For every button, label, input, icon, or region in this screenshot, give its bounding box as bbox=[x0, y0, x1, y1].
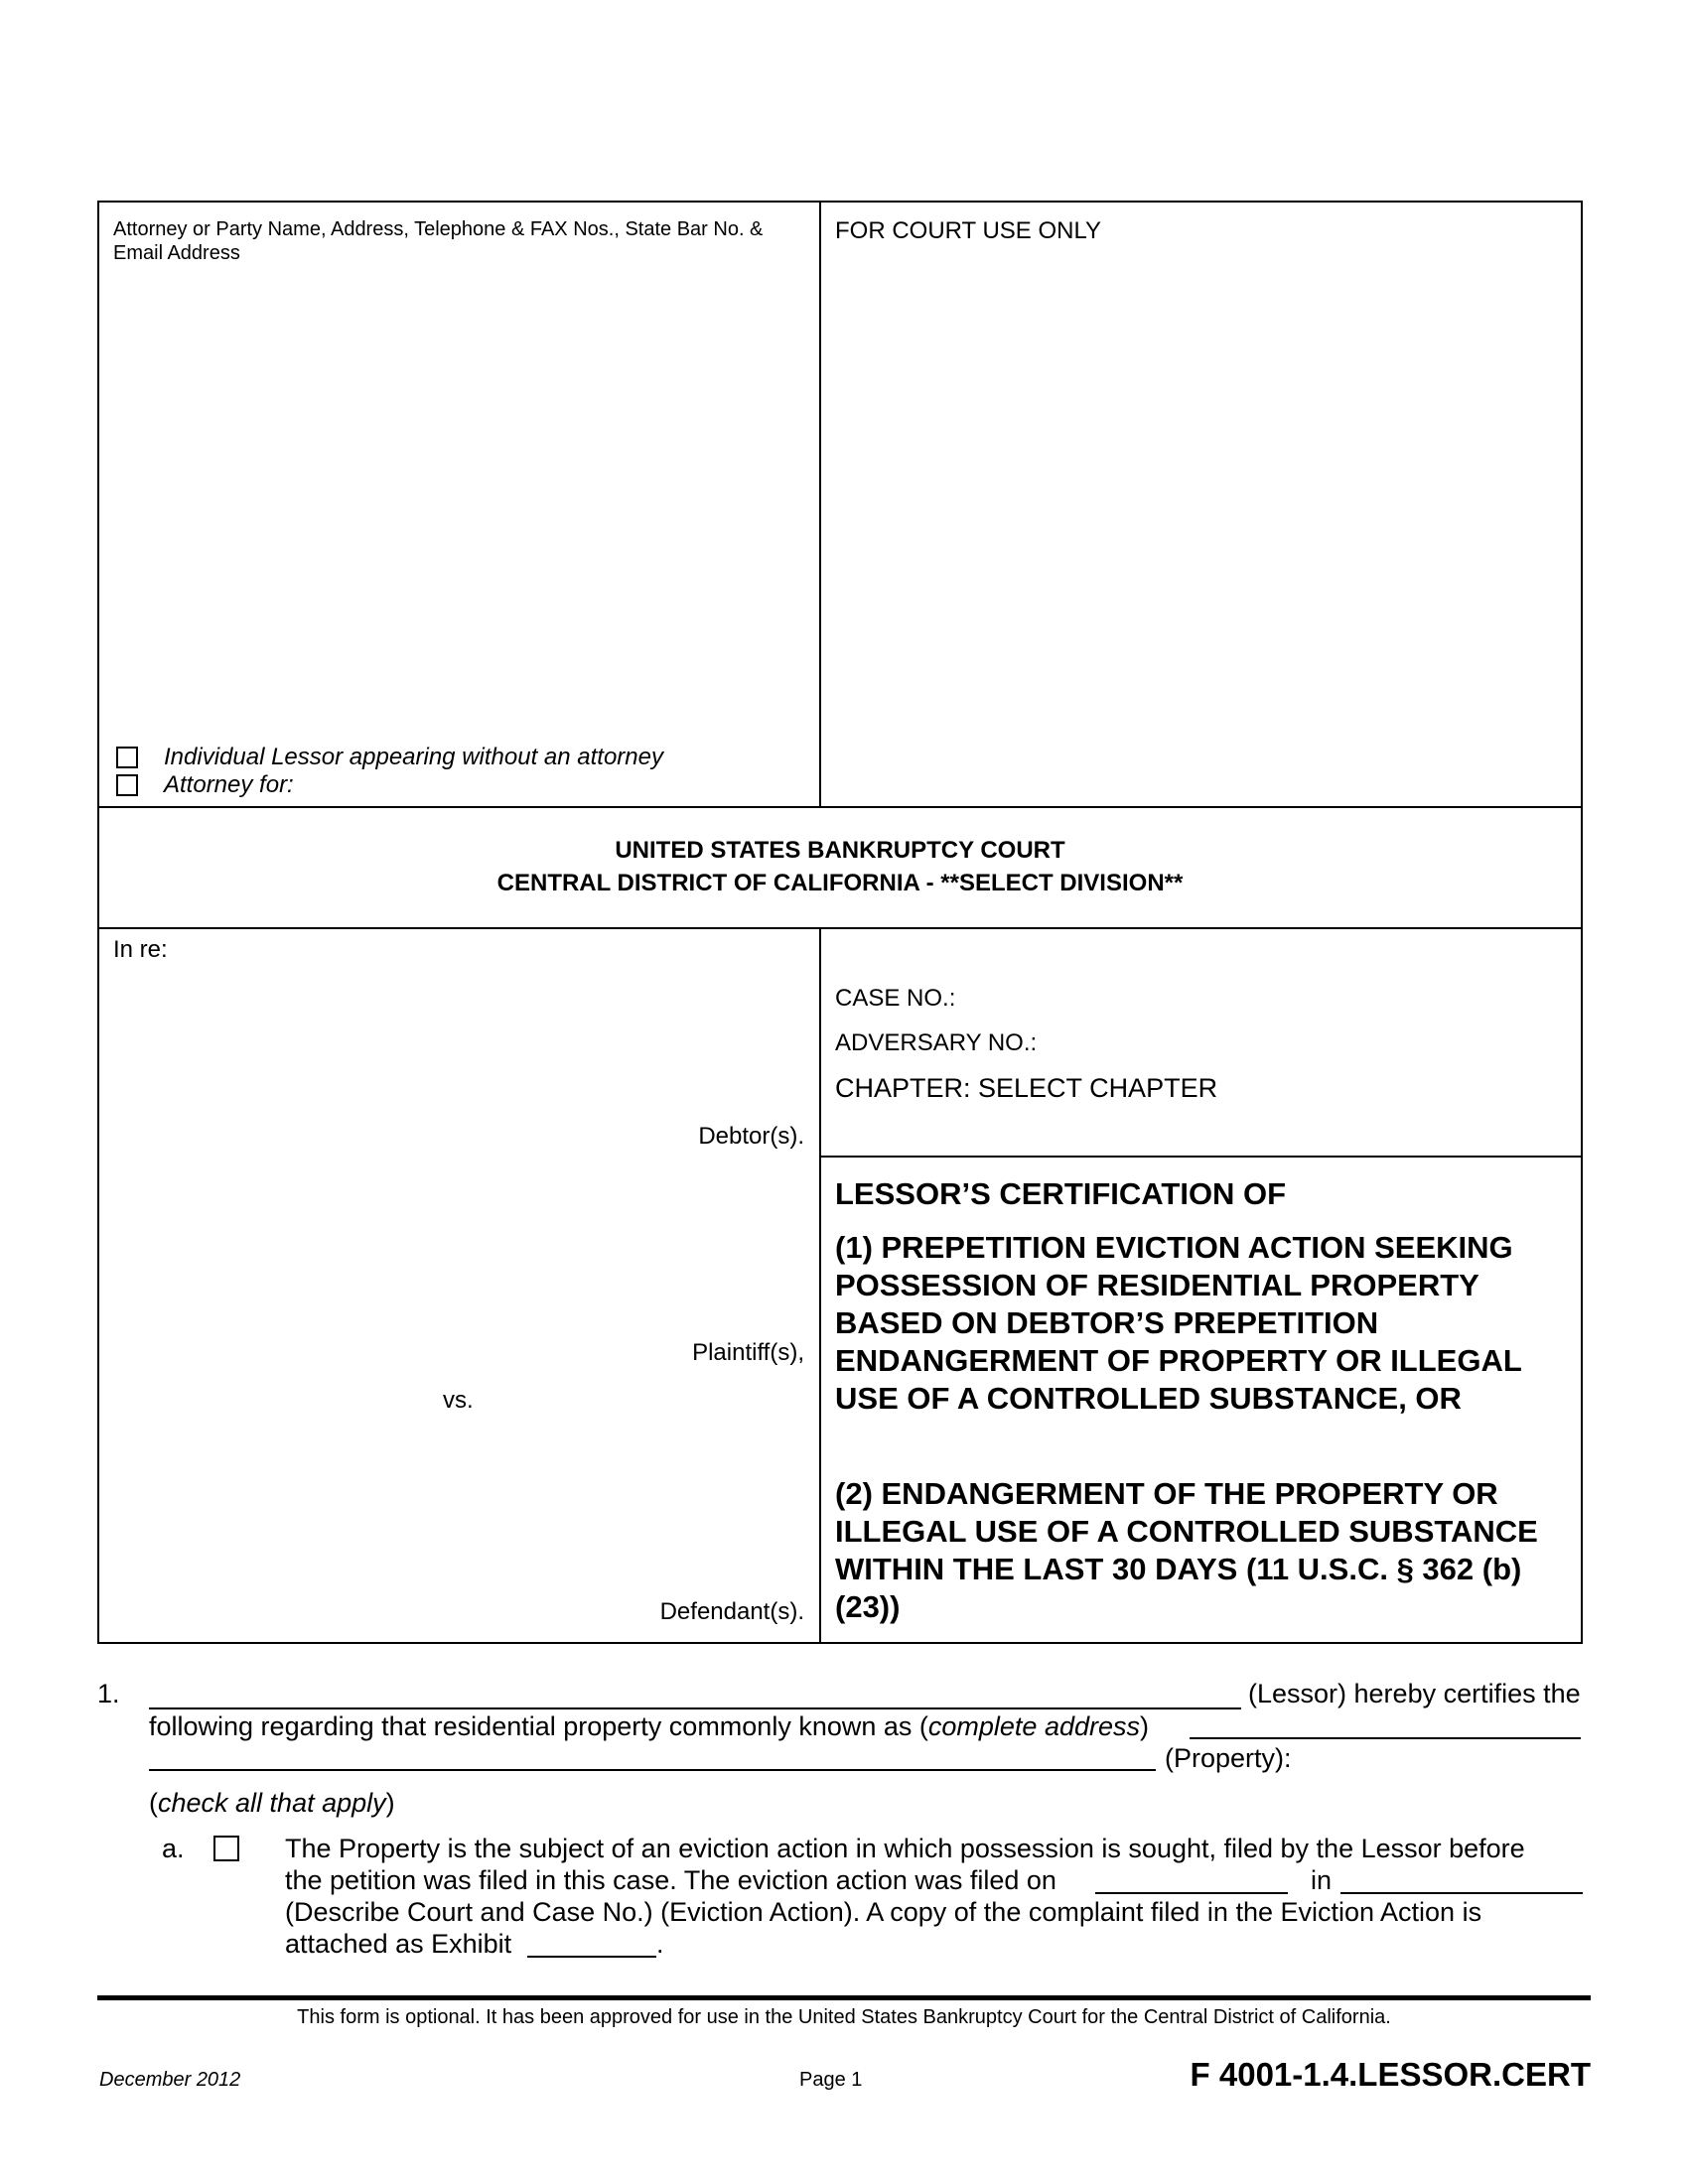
check-all-text: check all that apply bbox=[158, 1788, 386, 1818]
lessor-checkbox[interactable] bbox=[116, 747, 138, 768]
item-a-line2-in: in bbox=[1311, 1865, 1333, 1895]
section-number: 1. bbox=[97, 1679, 120, 1708]
section1-text-b bbox=[149, 1710, 1149, 1742]
exhibit-field[interactable] bbox=[527, 1928, 656, 1958]
case-no-label: CASE NO.: bbox=[835, 985, 956, 1012]
title-part1: (1) PREPETITION EVICTION ACTION SEEKING POSSESSION OF RESIDENTIAL PROPERTY BASED ON DEBTOR’S PREPETITION ENDANGERMENT OF PROPERTY OR ILLEGAL USE OF A CONTROLLED SUBSTANCE, OR bbox=[835, 1230, 1522, 1416]
eviction-filed-date-field[interactable] bbox=[1095, 1864, 1288, 1894]
section1-text-b-start: following regarding that residential property commonly known as ( bbox=[149, 1711, 928, 1741]
item-a-line4-end: . bbox=[656, 1929, 664, 1959]
property-address-field-1[interactable] bbox=[1190, 1709, 1581, 1739]
title-part2: (2) ENDANGERMENT OF THE PROPERTY OR ILLEGAL USE OF A CONTROLLED SUBSTANCE WITHIN THE LAST 30 DAYS (11 U.S.C. § 362 (b)(23)) bbox=[835, 1476, 1538, 1624]
section1-text-b-end: ) bbox=[1140, 1711, 1150, 1741]
court-name-line2: CENTRAL DISTRICT OF CALIFORNIA - **SELECT DIVISION** bbox=[496, 870, 1184, 896]
footer-form-id: F 4001-1.4.LESSOR.CERT bbox=[1190, 2056, 1591, 2093]
court-bottom-line bbox=[97, 927, 1583, 929]
footer-rule bbox=[97, 1995, 1591, 2000]
check-all-note: (check all that apply) bbox=[149, 1788, 395, 1818]
in-re-label: In re: bbox=[113, 936, 168, 963]
item-a-line2-text: the petition was filed in this case. The eviction action was filed on bbox=[285, 1865, 1056, 1895]
attorney-checkbox-label: Attorney for: bbox=[164, 771, 294, 798]
footer-notice: This form is optional. It has been approved for use in the United States Bankruptcy Court for the Central District of California. bbox=[297, 2006, 1391, 2028]
footer-page: Page 1 bbox=[799, 2069, 863, 2091]
defendants-label: Defendant(s). bbox=[659, 1598, 804, 1625]
section1-text-b-italic: complete address bbox=[927, 1711, 1141, 1741]
attorney-checkbox[interactable] bbox=[116, 774, 138, 796]
debtors-label: Debtor(s). bbox=[698, 1123, 804, 1150]
eviction-court-field[interactable] bbox=[1340, 1864, 1583, 1894]
item-a-checkbox[interactable] bbox=[213, 1836, 239, 1861]
title-heading: LESSOR’S CERTIFICATION OF bbox=[835, 1176, 1287, 1211]
court-name-line1: UNITED STATES BANKRUPTCY COURT bbox=[615, 837, 1065, 864]
property-address-field-2[interactable] bbox=[149, 1741, 1156, 1771]
item-a-line3: (Describe Court and Case No.) (Eviction Action). A copy of the complaint filed in the Eviction Action is bbox=[285, 1897, 1482, 1927]
section1-text-c: (Property): bbox=[1165, 1743, 1292, 1773]
item-a-line4-text: attached as Exhibit bbox=[285, 1929, 512, 1959]
lessor-checkbox-label: Individual Lessor appearing without an attorney bbox=[164, 744, 663, 770]
caption-divider bbox=[819, 927, 821, 1644]
court-use-label: FOR COURT USE ONLY bbox=[835, 217, 1102, 244]
lessor-name-field[interactable] bbox=[149, 1680, 1241, 1709]
footer-date: December 2012 bbox=[99, 2069, 241, 2091]
chapter-label: CHAPTER: SELECT CHAPTER bbox=[835, 1073, 1218, 1103]
caption-box bbox=[97, 201, 1583, 1644]
item-a-label: a. bbox=[162, 1834, 185, 1863]
header-divider bbox=[819, 201, 821, 808]
attorney-label: Attorney or Party Name, Address, Telephone & FAX Nos., State Bar No. & Email Address bbox=[113, 218, 764, 264]
case-info-bottom-line bbox=[819, 1156, 1583, 1158]
vs-label: vs. bbox=[443, 1387, 474, 1414]
section1-text-a: (Lessor) hereby certifies the bbox=[1248, 1679, 1581, 1708]
plaintiffs-label: Plaintiff(s), bbox=[692, 1339, 804, 1366]
item-a-line1: The Property is the subject of an eviction action in which possession is sought, filed by the Lessor before bbox=[285, 1834, 1525, 1863]
header-bottom-line bbox=[97, 806, 1583, 808]
adversary-no-label: ADVERSARY NO.: bbox=[835, 1029, 1038, 1056]
